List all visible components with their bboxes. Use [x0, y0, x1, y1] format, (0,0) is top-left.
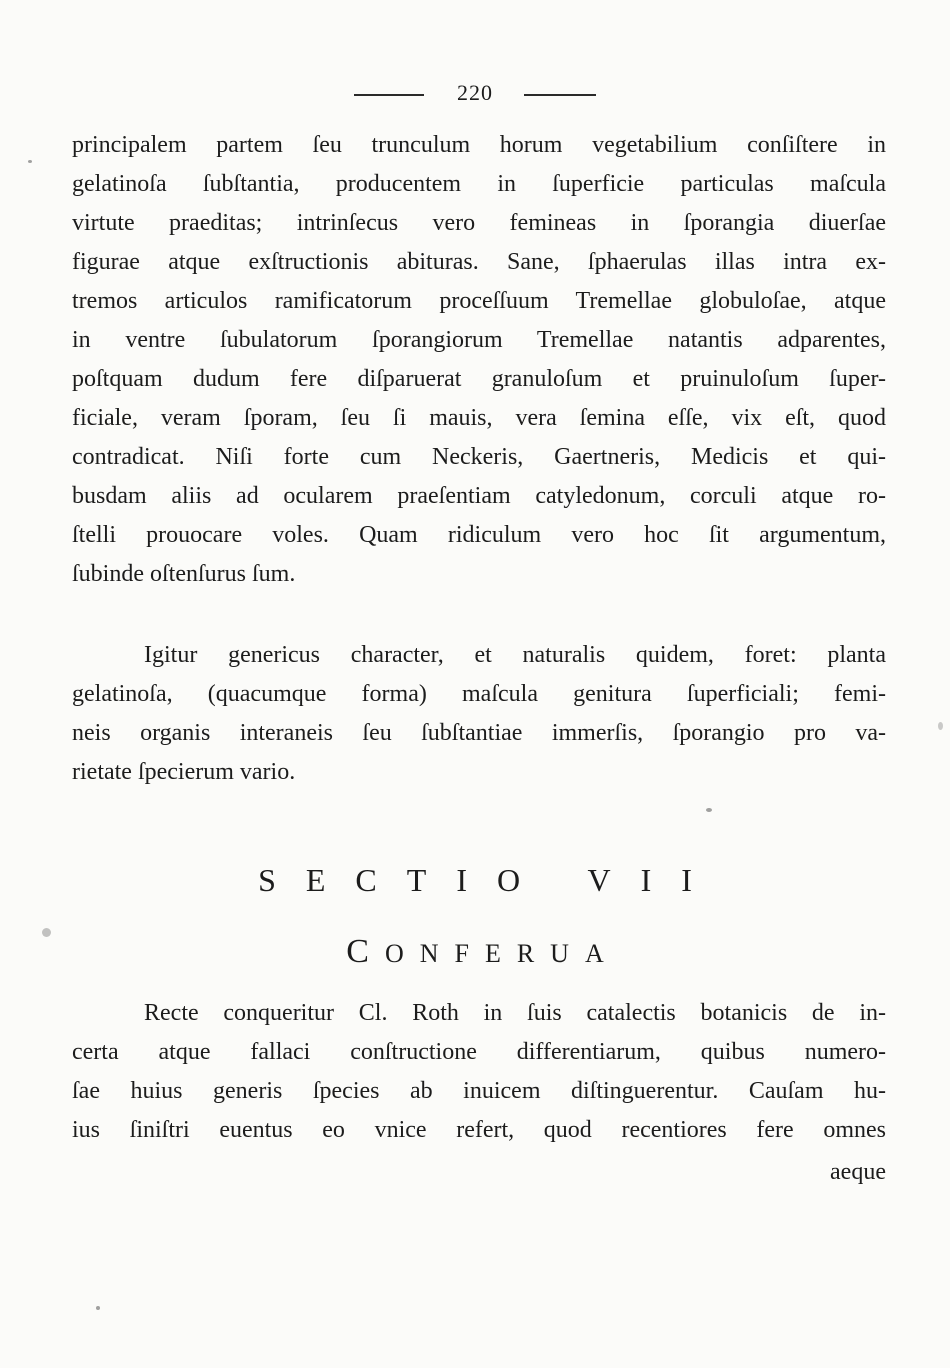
section-name-rest: ONFERUA [384, 939, 620, 968]
text-line: tremos articulos ramificatorum proceſſuum Tremellae globuloſae, atque [72, 288, 886, 314]
section-title: SECTIO VII [258, 862, 722, 898]
text-line: certa atque fallaci conſtructione differentiarum, quibus numero- [72, 1039, 886, 1065]
header-rule-right [524, 94, 596, 96]
text-line: rietate ſpecierum vario. [72, 759, 296, 785]
ink-speck [706, 808, 712, 812]
text-line: ſubinde oſtenſurus ſum. [72, 561, 296, 587]
text-line: ficiale, veram ſporam, ſeu ſi mauis, vera ſemina eſſe, vix eſt, quod [72, 405, 886, 431]
ink-speck [42, 928, 51, 937]
section-name [0, 933, 950, 971]
text-line: neis organis interaneis ſeu ſubſtantiae immerſis, ſporangio pro va- [72, 720, 886, 746]
text-line: principalem partem ſeu trunculum horum vegetabilium conſiſtere in [72, 132, 886, 158]
page-number: 220 [457, 80, 493, 105]
text-line: poſtquam dudum fere diſparuerat granuloſum et pruinuloſum ſuper- [72, 366, 886, 392]
text-line: virtute praeditas; intrinſecus vero femineas in ſporangia diuerſae [72, 210, 886, 236]
page-header [0, 78, 950, 108]
text-line: in ventre ſubulatorum ſporangiorum Tremellae natantis adparentes, [72, 327, 886, 353]
text-line: gelatinoſa, (quacumque forma) maſcula genitura ſuperficiali; femi- [72, 681, 886, 707]
ink-speck [96, 1306, 100, 1310]
text-line: Recte conqueritur Cl. Roth in ſuis catalectis botanicis de in- [144, 1000, 886, 1026]
ink-speck [938, 722, 943, 730]
text-line: busdam aliis ad ocularem praeſentiam catyledonum, corculi atque ro- [72, 483, 886, 509]
catchword: aeque [830, 1159, 886, 1185]
text-line: ius ſiniſtri euentus eo vnice refert, quod recentiores fere omnes [72, 1117, 886, 1143]
ink-speck [28, 160, 32, 163]
header-rule-left [354, 94, 424, 96]
text-line: figurae atque exſtructionis abituras. Sane, ſphaerulas illas intra ex- [72, 249, 886, 275]
text-line: Igitur genericus character, et naturalis quidem, foret: planta [144, 642, 886, 668]
text-line: ſtelli prouocare voles. Quam ridiculum vero hoc ſit argumentum, [72, 522, 886, 548]
text-line: ſae huius generis ſpecies ab inuicem diſtinguerentur. Cauſam hu- [72, 1078, 886, 1104]
text-line: contradicat. Niſi forte cum Neckeris, Gaertneris, Medicis et qui- [72, 444, 886, 470]
text-line: gelatinoſa ſubſtantia, producentem in ſuperficie particulas maſcula [72, 171, 886, 197]
section-name-initial: C [346, 933, 385, 970]
